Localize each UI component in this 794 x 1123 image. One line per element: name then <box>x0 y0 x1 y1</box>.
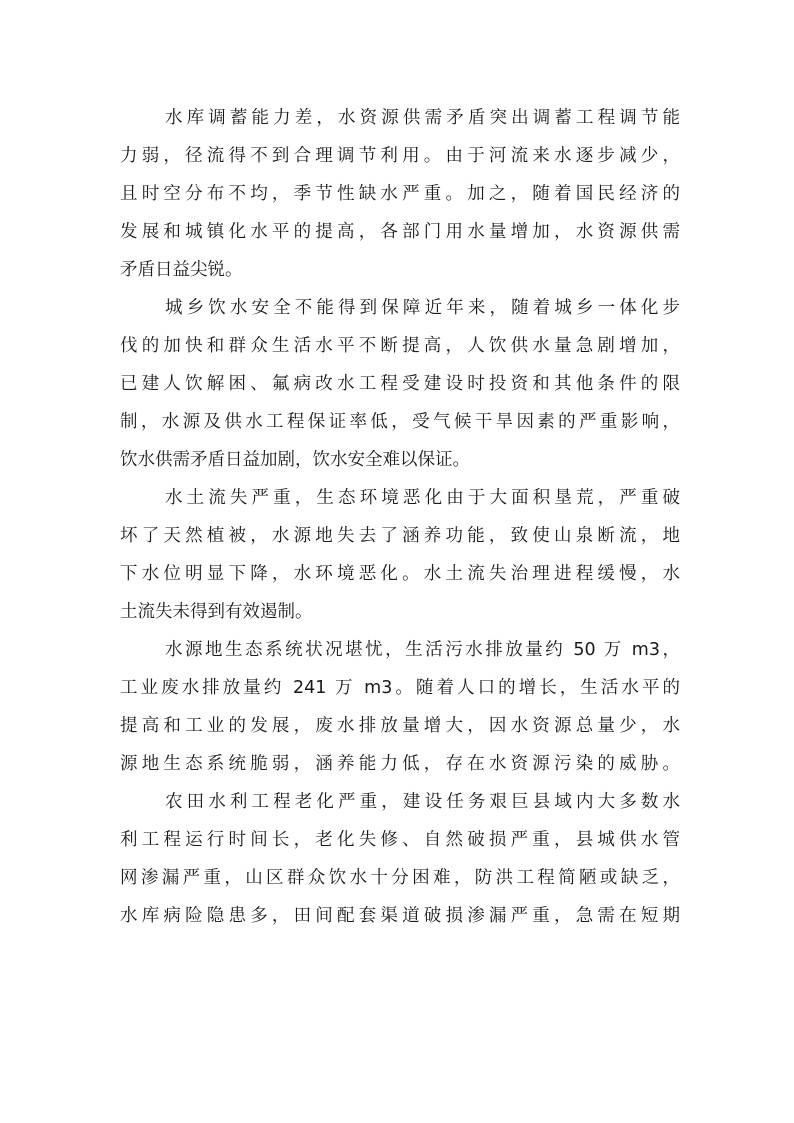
text-line: 且时空分布不均，季节性缺水严重。加之，随着国民经济的 <box>120 184 680 204</box>
text-line: 发展和城镇化水平的提高，各部门用水量增加，水资源供需 <box>120 222 680 242</box>
text-line: 矛盾日益尖锐。 <box>120 260 243 280</box>
text-line: 城乡饮水安全不能得到保障近年来，随着城乡一体化步 <box>165 298 680 318</box>
text-line: 水库调蓄能力差，水资源供需矛盾突出调蓄工程调节能 <box>165 108 680 128</box>
paragraph-irrigation-works <box>120 783 680 935</box>
text-line: 土流失未得到有效遏制。 <box>120 602 313 622</box>
text-line: 利工程运行时间长，老化失修、自然破损严重，县城供水管 <box>120 830 680 850</box>
paragraph-drinking-water-safety <box>120 289 680 479</box>
paragraph-water-source-ecosystem <box>120 631 680 783</box>
text-line: 水库病险隐患多，田间配套渠道破损渗漏严重，急需在短期 <box>120 906 680 926</box>
text-line: 网渗漏严重，山区群众饮水十分困难，防洪工程简陋或缺乏， <box>120 868 680 888</box>
paragraph-soil-erosion <box>120 479 680 631</box>
text-line: 力弱，径流得不到合理调节利用。由于河流来水逐步减少， <box>120 146 680 166</box>
paragraph-reservoir-capacity <box>120 99 680 289</box>
document-body <box>120 99 680 935</box>
text-line: 工业废水排放量约 241 万 m3。随着人口的增长，生活水平的 <box>120 678 680 698</box>
text-line: 饮水供需矛盾日益加剧，饮水安全难以保证。 <box>120 450 470 470</box>
text-line: 伐的加快和群众生活水平不断提高，人饮供水量急剧增加， <box>120 336 680 356</box>
text-line: 已建人饮解困、氟病改水工程受建设时投资和其他条件的限 <box>120 374 680 394</box>
text-line: 水源地生态系统状况堪忧，生活污水排放量约 50 万 m3， <box>165 640 680 660</box>
text-line: 坏了天然植被，水源地失去了涵养功能，致使山泉断流，地 <box>120 526 680 546</box>
text-line: 提高和工业的发展，废水排放量增大，因水资源总量少，水 <box>120 716 680 736</box>
text-line: 源地生态系统脆弱，涵养能力低，存在水资源污染的威胁。 <box>120 754 680 774</box>
text-line: 水土流失严重，生态环境恶化由于大面积垦荒，严重破 <box>165 488 680 508</box>
text-line: 制，水源及供水工程保证率低，受气候干旱因素的严重影响， <box>120 412 680 432</box>
text-line: 农田水利工程老化严重，建设任务艰巨县域内大多数水 <box>165 792 680 812</box>
text-line: 下水位明显下降，水环境恶化。水土流失治理进程缓慢，水 <box>120 564 680 584</box>
